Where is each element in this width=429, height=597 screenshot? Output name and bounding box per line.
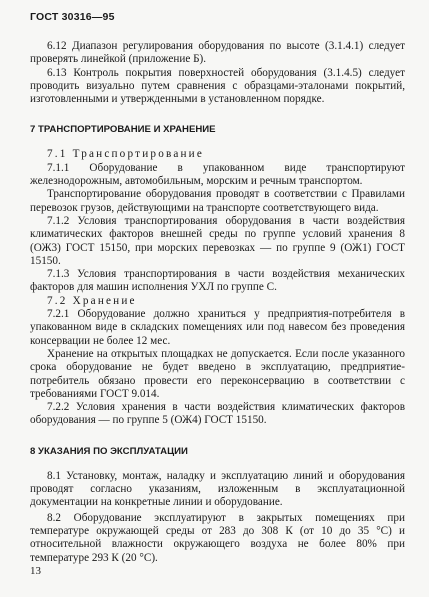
paragraph-7-2-1: 7.2.1 Оборудование должно храниться у предприятия-потребителя в упакованном виде в складских помещениях или под навесом без проведения консервации не более 12 мес. — [30, 308, 405, 347]
running-header: ГОСТ 30316—95 — [30, 11, 115, 23]
body-text — [30, 40, 405, 565]
paragraph-7-1-2: 7.1.2 Условия транспортирования оборудования в части воздействия климатических факторов внешней среды по группе условий хранения 8 (ОЖ3) ГОСТ 15150, при морских перевозках — по группе 9 (ОЖ1) ГОСТ 15150. — [30, 214, 405, 267]
paragraph-6-12: 6.12 Диапазон регулирования оборудования по высоте (3.1.4.1) следует проверять линейкой (приложение Б). — [30, 40, 405, 66]
paragraph-7-2-1-continued: Хранение на открытых площадках не допускается. Если после указанного срока оборудование не будет введено в эксплуатацию, предприятие-потребитель обязано провести его переконсервацию в соответствии с требованиями ГОСТ 9.014. — [30, 347, 405, 400]
paragraph-7-1-1-continued: Транспортирование оборудования проводят в соответствии с Правилами перевозок грузов, действующими на транспорте соответствующего вида. — [30, 188, 405, 214]
section-7-heading: 7 ТРАНСПОРТИРОВАНИЕ И ХРАНЕНИЕ — [30, 124, 216, 136]
section-8-heading: 8 УКАЗАНИЯ ПО ЭКСПЛУАТАЦИИ — [30, 445, 188, 457]
paragraph-8-1: 8.1 Установку, монтаж, наладку и эксплуатацию линий и оборудования проводят согласно указаниям, изложенным в эксплуатационной документации на конкретные линии и оборудование. — [30, 469, 405, 509]
page-number: 13 — [30, 565, 41, 577]
paragraph-7-1-3: 7.1.3 Условия транспортирования в части воздействия механических факторов для машин исполнения УХЛ по группе С. — [30, 268, 405, 294]
paragraph-6-13: 6.13 Контроль покрытия поверхностей оборудования (3.1.4.5) следует проводить визуально путем сравнения с образцами-эталонами покрытий, изготовленными и утвержденными в установленном порядке. — [30, 66, 405, 106]
paragraph-8-2: 8.2 Оборудование эксплуатируют в закрытых помещениях при температуре окружающей среды от 283 до 308 К (от 10 до 35 °С) и относительной влажности окружающего воздуха не более 80% при температуре 293 К (20 °С). — [30, 511, 405, 564]
subsection-7-1-heading: 7.1 Транспортирование — [47, 148, 205, 161]
paragraph-7-1-1: 7.1.1 Оборудование в упакованном виде транспортируют железнодорожным, автомобильным, морским и речным транспортом. — [30, 161, 405, 188]
subsection-7-2-heading: 7.2 Хранение — [47, 294, 137, 307]
paragraph-7-2-2: 7.2.2 Условия хранения в части воздействия климатических факторов оборудования — по группе 5 (ОЖ4) ГОСТ 15150. — [30, 401, 405, 427]
